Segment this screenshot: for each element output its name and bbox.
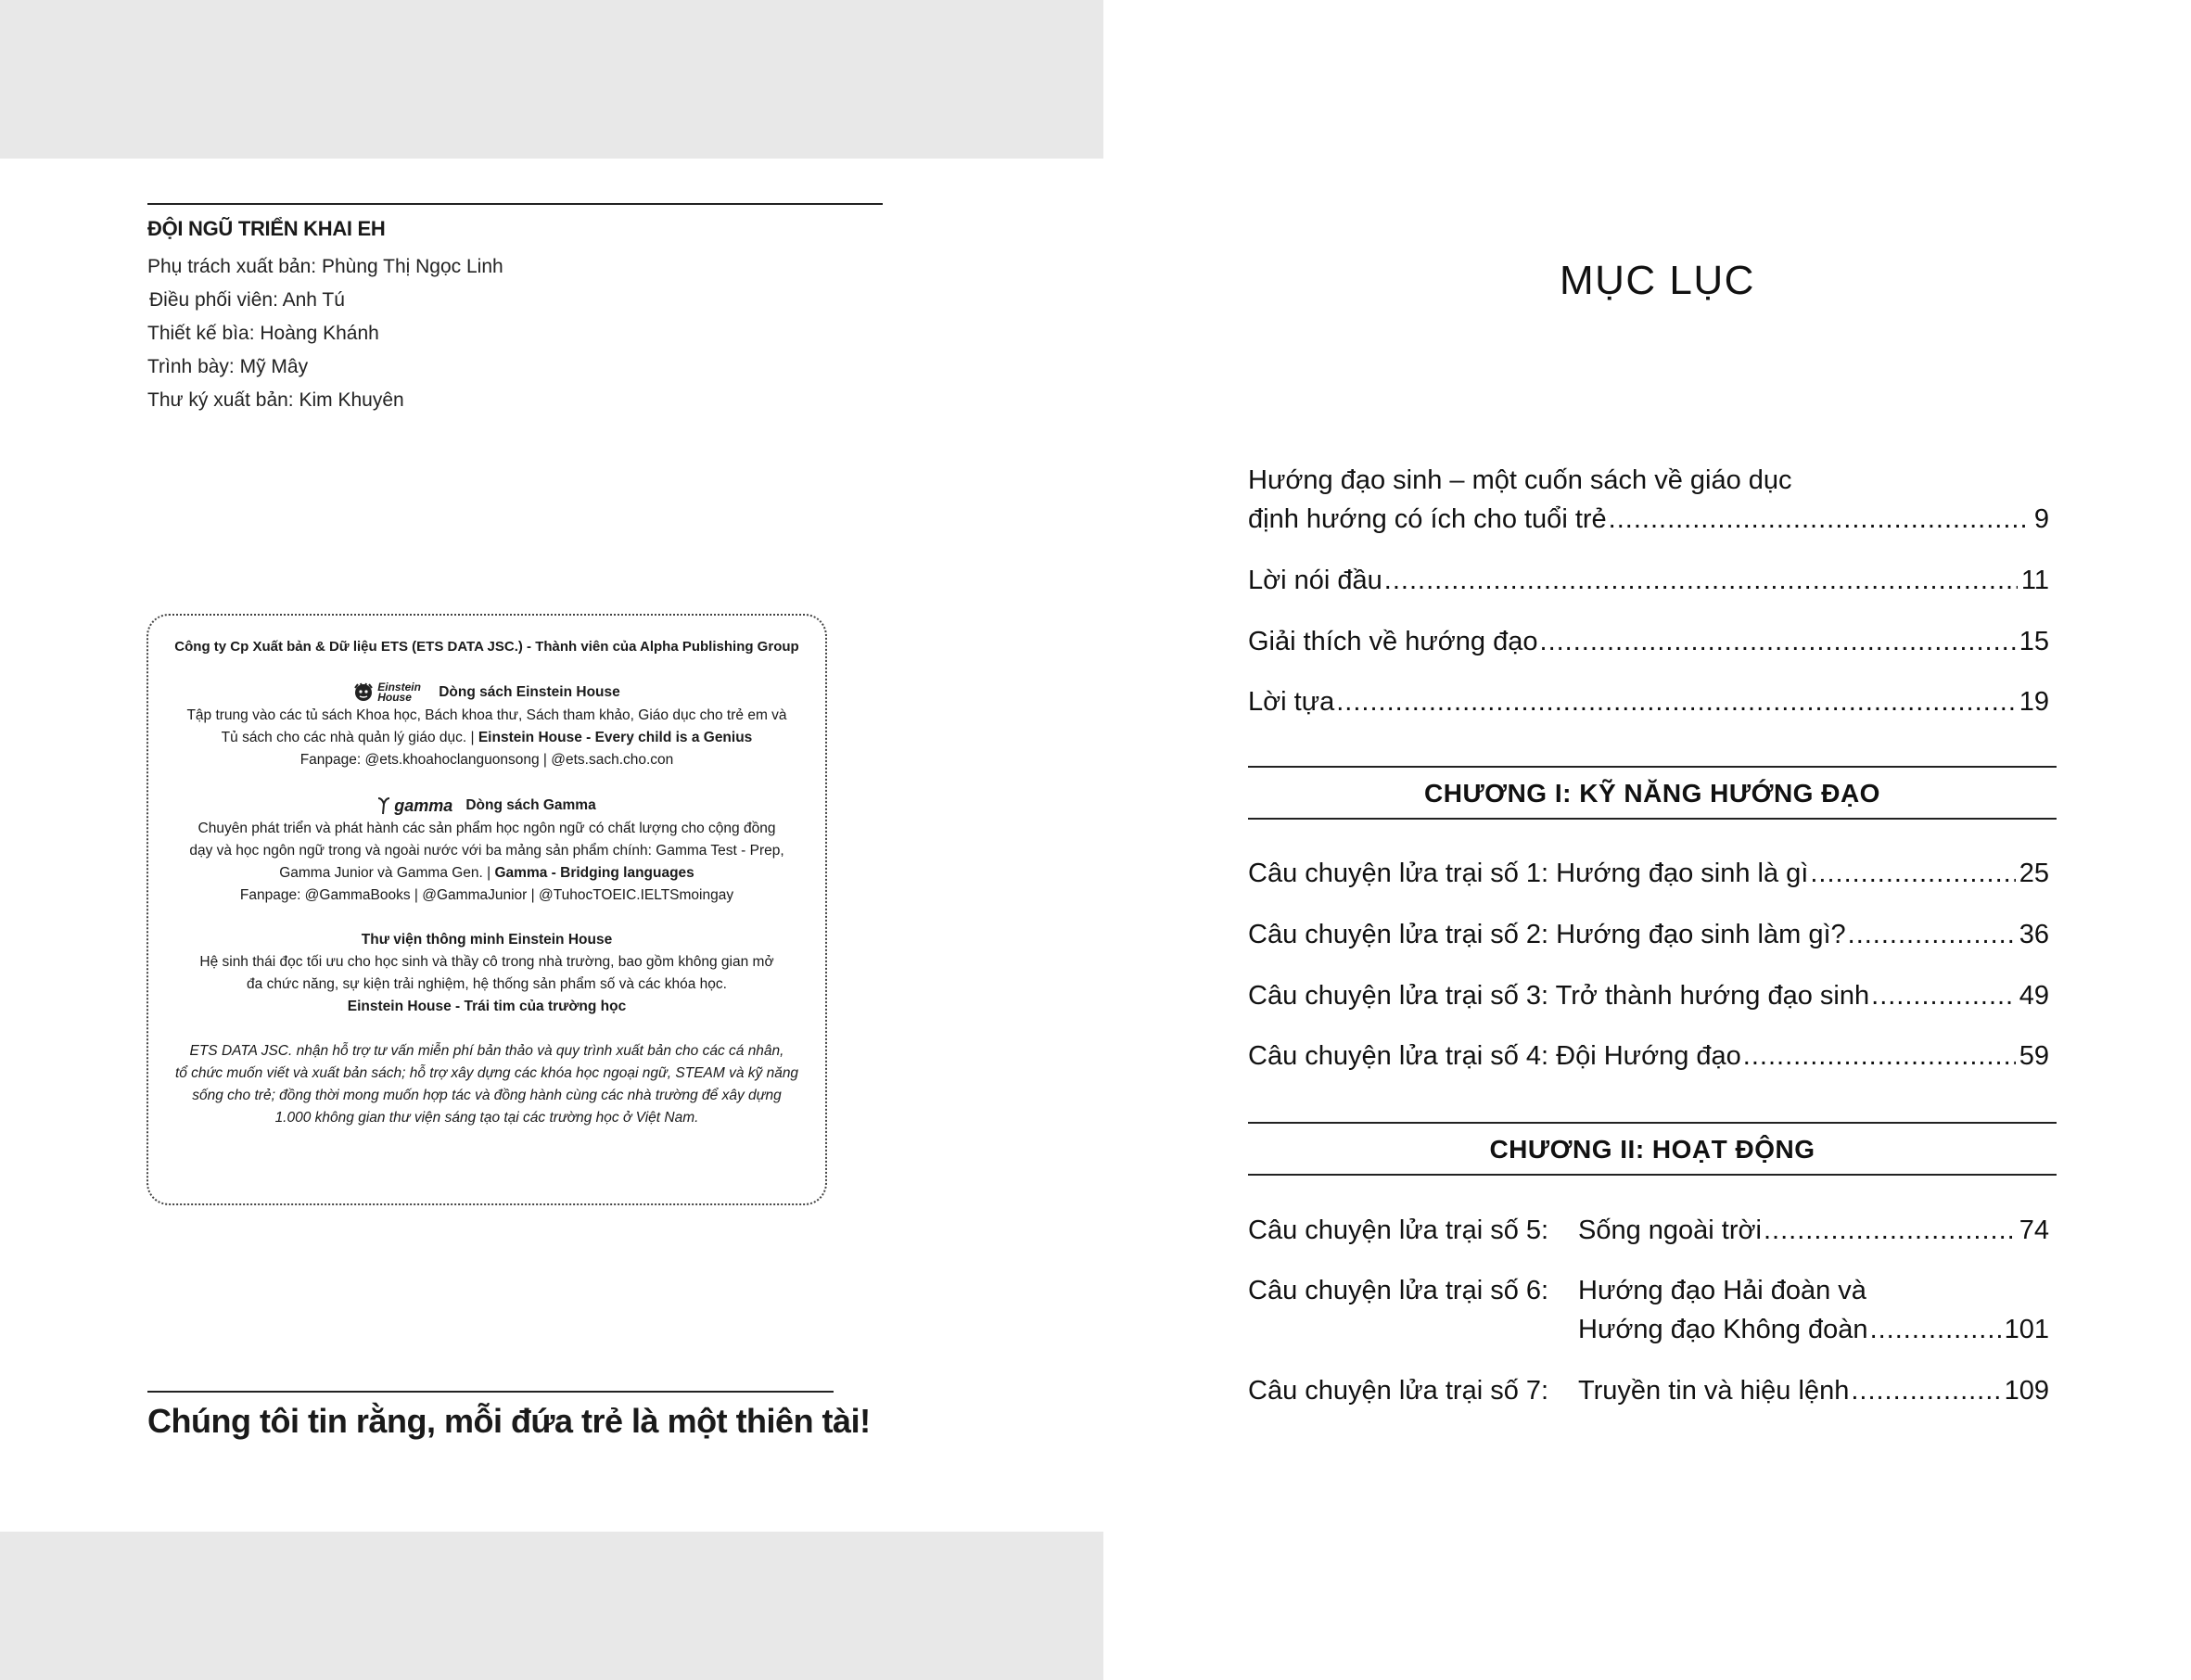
toc-entry-page: 59 xyxy=(2019,1041,2049,1071)
toc-entry-page: 11 xyxy=(2020,566,2049,595)
gamma-desc-1: Chuyên phát triển và phát hành các sản phẩm học ngôn ngữ có chất lượng cho cộng đồng xyxy=(197,821,776,836)
toc-entry-story-2[interactable] xyxy=(1248,920,2049,950)
toc-title: MỤC LỤC xyxy=(1560,258,1755,303)
toc-entry-story-4[interactable] xyxy=(1248,1041,2049,1072)
team-member: Điều phối viên: Anh Tú xyxy=(149,289,345,311)
toc-entry-title: Câu chuyện lửa trại số 3: Trở thành hướng đạo sinh xyxy=(1248,981,1870,1011)
einstein-desc-2 xyxy=(148,727,825,749)
toc-entry-title: Câu chuyện lửa trại số 4: Đội Hướng đạo xyxy=(1248,1041,1741,1071)
toc-entry-story-5[interactable] xyxy=(1248,1215,2049,1246)
company-line: Công ty Cp Xuất bản & Dữ liệu ETS (ETS DATA JSC.) - Thành viên của Alpha Publishing Group xyxy=(174,639,799,655)
toc-leader-dots xyxy=(1609,504,2031,535)
toc-entry-page: 101 xyxy=(2004,1315,2049,1344)
toc-entry-title: Hướng đạo Không đoàn xyxy=(1578,1315,1868,1344)
toc-leader-dots xyxy=(1743,1041,2016,1072)
library-desc-2: đa chức năng, sự kiện trải nghiệm, hệ thống sản phẩm số và các khóa học. xyxy=(247,976,727,992)
einstein-brand-line xyxy=(148,681,825,705)
toc-entry-explanation[interactable] xyxy=(1248,627,2049,657)
toc-leader-dots xyxy=(1540,627,2016,657)
gamma-desc-3-plain: Gamma Junior và Gamma Gen. | xyxy=(279,865,495,881)
toc-entry-page: 74 xyxy=(2019,1215,2049,1245)
toc-entry-title: Giải thích về hướng đạo xyxy=(1248,627,1538,656)
toc-entry-story-1[interactable] xyxy=(1248,859,2049,889)
toc-entry-title: Lời tựa xyxy=(1248,687,1335,717)
gamma-desc-3 xyxy=(148,862,825,885)
toc-intro-first-line: Hướng đạo sinh – một cuốn sách về giáo dục xyxy=(1248,465,1792,495)
einstein-logo-text: Einstein House xyxy=(377,681,421,704)
toc-leader-dots xyxy=(1384,566,2018,596)
toc-entry-preface[interactable] xyxy=(1248,687,2049,718)
einstein-desc-2-plain: Tủ sách cho các nhà quản lý giáo dục. | xyxy=(221,730,478,745)
motto: Chúng tôi tin rằng, mỗi đứa trẻ là một thiên tài! xyxy=(147,1402,871,1440)
team-heading: ĐỘI NGŨ TRIỂN KHAI EH xyxy=(147,217,386,240)
library-slogan: Einstein House - Trái tim của trường học xyxy=(347,999,627,1014)
toc-leader-dots xyxy=(1870,1315,2001,1345)
chapter2-bottom-rule xyxy=(1248,1174,2057,1176)
einstein-face-icon xyxy=(353,682,374,703)
toc-leader-dots xyxy=(1851,1376,2000,1406)
toc-entry-prefix: Câu chuyện lửa trại số 6: xyxy=(1248,1276,1549,1305)
toc-entry-prefix: Câu chuyện lửa trại số 5: xyxy=(1248,1215,1549,1245)
chapter2-top-rule xyxy=(1248,1122,2057,1124)
gamma-logo-text: gamma xyxy=(394,795,453,815)
team-list xyxy=(147,250,503,417)
note-line: sống cho trẻ; đồng thời mong muốn hợp tác và đồng hành cùng các nhà trường để xây dựng xyxy=(192,1088,782,1103)
toc-entry-title: định hướng có ích cho tuổi trẻ xyxy=(1248,504,1607,534)
toc-entry-prefix: Câu chuyện lửa trại số 7: xyxy=(1248,1376,1549,1406)
gamma-title: Dòng sách Gamma xyxy=(465,797,596,813)
gamma-desc-2: dạy và học ngôn ngữ trong và ngoài nước với ba mảng sản phẩm chính: Gamma Test - Prep, xyxy=(189,843,784,859)
toc-entry-title: Sống ngoài trời xyxy=(1578,1215,1762,1245)
team-member: Thiết kế bìa: Hoàng Khánh xyxy=(147,323,379,344)
toc-entry-title: Câu chuyện lửa trại số 2: Hướng đạo sinh làm gì? xyxy=(1248,920,1846,949)
einstein-fanpage: Fanpage: @ets.khoahoclanguonsong | @ets.sach.cho.con xyxy=(299,752,674,768)
toc-entry-foreword[interactable] xyxy=(1248,566,2049,596)
toc-leader-dots xyxy=(1871,981,2016,1012)
toc-entry-page: 19 xyxy=(2019,687,2049,717)
toc-entry-story-6-line1[interactable] xyxy=(1248,1276,2049,1306)
toc-entry-page: 25 xyxy=(2019,859,2049,888)
toc-leader-dots xyxy=(1810,859,2015,889)
publisher-info-box xyxy=(146,614,827,1205)
toc-entry-title-line1: Hướng đạo Hải đoàn và xyxy=(1578,1276,1866,1305)
team-member: Thư ký xuất bản: Kim Khuyên xyxy=(147,389,404,411)
chapter2-title: CHƯƠNG II: HOẠT ĐỘNG xyxy=(1489,1135,1815,1164)
library-desc-1: Hệ sinh thái đọc tối ưu cho học sinh và thầy cô trong nhà trường, bao gồm không gian mở xyxy=(199,954,774,970)
toc-leader-dots xyxy=(1336,687,2015,718)
top-gray-band xyxy=(0,0,1103,159)
gamma-fanpage: Fanpage: @GammaBooks | @GammaJunior | @TuhocTOEIC.IELTSmoingay xyxy=(239,887,734,903)
toc-entry-page: 36 xyxy=(2019,920,2049,949)
einstein-desc-1: Tập trung vào các tủ sách Khoa học, Bách khoa thư, Sách tham khảo, Giáo dục cho trẻ em và xyxy=(186,707,787,723)
einstein-title: Dòng sách Einstein House xyxy=(439,684,620,700)
bottom-gray-band xyxy=(0,1532,1103,1680)
note-line: tổ chức muốn viết và xuất bản sách; hỗ trợ xây dựng các khóa học ngoại ngữ, STEAM và kỹ năng xyxy=(174,1065,799,1081)
gamma-brand-line xyxy=(148,794,825,818)
team-member: Trình bày: Mỹ Mây xyxy=(147,356,309,377)
toc-leader-dots xyxy=(1848,920,2016,950)
toc-entry-title: Câu chuyện lửa trại số 1: Hướng đạo sinh là gì xyxy=(1248,859,1809,888)
chapter1-top-rule xyxy=(1248,766,2057,768)
chapter1-bottom-rule xyxy=(1248,818,2057,820)
note-line: 1.000 không gian thư viện sáng tạo tại các trường học ở Việt Nam. xyxy=(274,1110,699,1126)
toc-entry-page: 49 xyxy=(2019,981,2049,1011)
toc-leader-dots xyxy=(1764,1215,2016,1246)
team-member: Phụ trách xuất bản: Phùng Thị Ngọc Linh xyxy=(147,256,503,277)
toc-entry-page: 15 xyxy=(2019,627,2049,656)
motto-divider xyxy=(147,1391,834,1393)
top-divider xyxy=(147,203,883,205)
toc-entry-story-6[interactable] xyxy=(1248,1315,2049,1345)
publisher-info-content xyxy=(148,636,825,1129)
gamma-logo xyxy=(377,795,452,816)
toc-entry-story-3[interactable] xyxy=(1248,981,2049,1012)
gamma-slogan: Gamma - Bridging languages xyxy=(494,865,694,881)
toc-entry-page: 109 xyxy=(2004,1376,2049,1406)
einstein-slogan: Einstein House - Every child is a Genius xyxy=(478,730,753,745)
einstein-house-logo xyxy=(353,682,426,703)
toc-entry-page: 9 xyxy=(2033,504,2049,534)
library-title: Thư viện thông minh Einstein House xyxy=(361,932,613,948)
toc-entry-intro[interactable] xyxy=(1248,504,2049,535)
toc-entry-title: Lời nói đầu xyxy=(1248,566,1382,595)
gamma-symbol-icon xyxy=(377,795,390,816)
toc-entry-title: Truyền tin và hiệu lệnh xyxy=(1578,1376,1850,1406)
note-line: ETS DATA JSC. nhận hỗ trợ tư vấn miễn phí bản thảo và quy trình xuất bản cho các cá nhân, xyxy=(189,1043,784,1059)
chapter1-title: CHƯƠNG I: KỸ NĂNG HƯỚNG ĐẠO xyxy=(1424,779,1880,808)
toc-entry-story-7[interactable] xyxy=(1248,1376,2049,1406)
